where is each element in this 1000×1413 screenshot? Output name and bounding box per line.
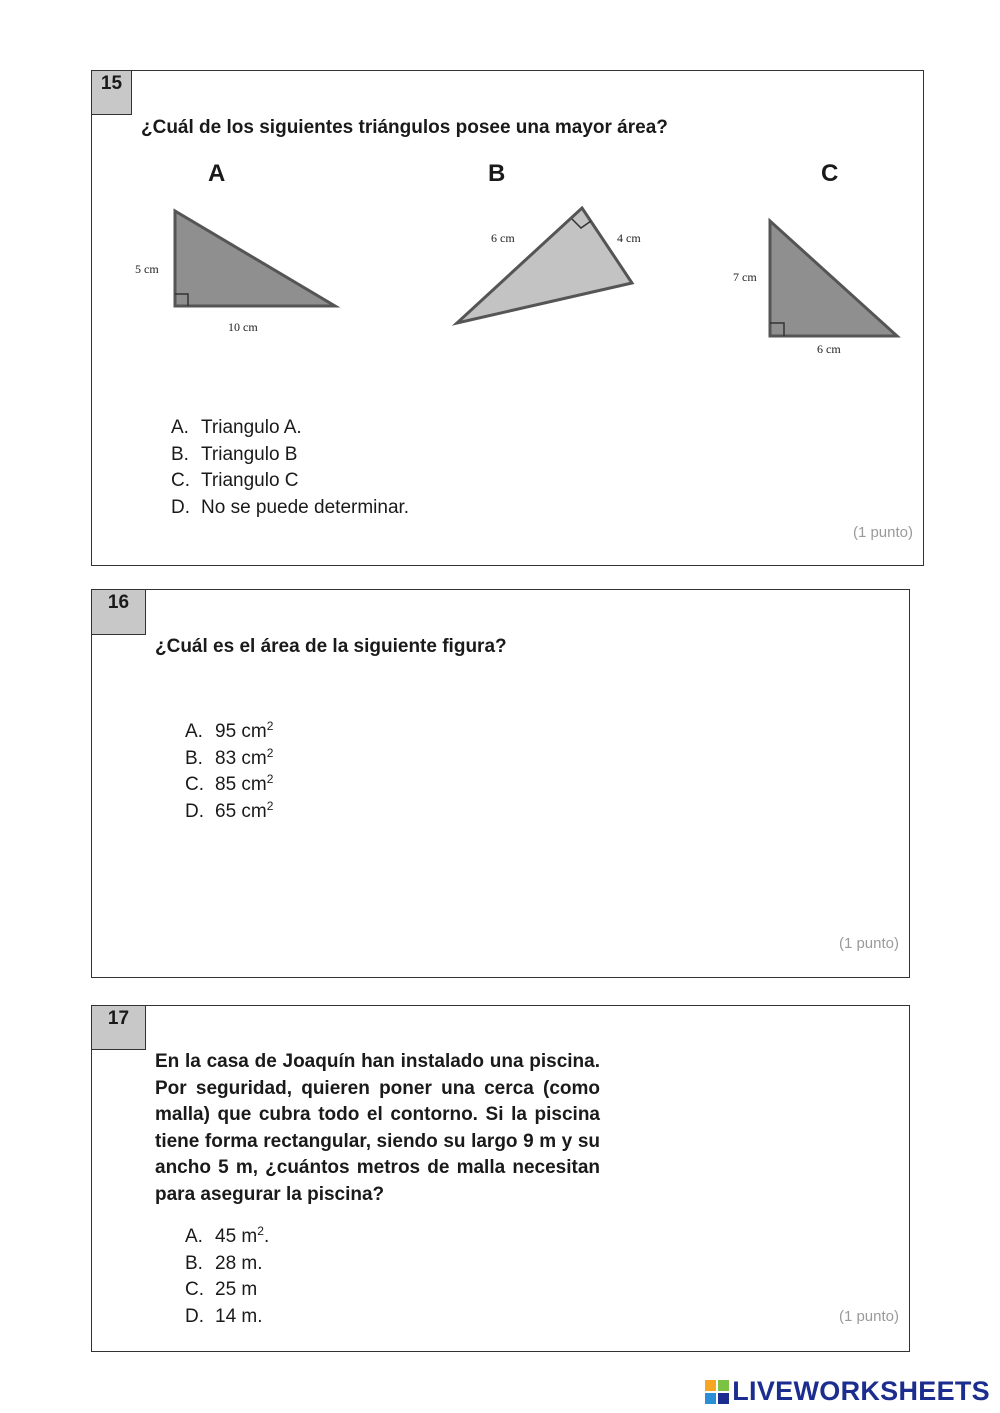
question-text: ¿Cuál es el área de la siguiente figura?: [155, 636, 507, 657]
triangle-c: [770, 221, 897, 336]
option-d[interactable]: D. 65 $cm^2$: [185, 798, 274, 822]
option-d[interactable]: D. 14 m.: [185, 1305, 263, 1327]
question-16-card: [91, 589, 910, 978]
logo-text: LIVEWORKSHEETS: [732, 1376, 990, 1406]
triangle-b-figure: [450, 199, 660, 329]
triangle-a: [175, 211, 335, 306]
question-15-card: [91, 70, 924, 566]
logo-grid-icon: [704, 1379, 730, 1405]
figure-label-b: B: [488, 160, 506, 187]
option-b[interactable]: B. 28 m.: [185, 1252, 263, 1274]
option-b[interactable]: B. 83 $cm^2$: [185, 745, 274, 769]
figure-label-c: C: [821, 160, 839, 187]
figure-label-a: A: [208, 160, 226, 187]
measure-label: 4 cm: [617, 231, 641, 245]
option-c[interactable]: C. Triangulo C: [171, 470, 299, 491]
points-label: (1 punto): [838, 935, 899, 952]
question-number: 17: [91, 1005, 146, 1050]
measure-label: 5 cm: [135, 262, 159, 276]
measure-label: 6 cm: [491, 231, 515, 245]
question-text: En la casa de Joaquín han instalado una piscina. Por seguridad, quieren poner una cerca (como malla) que cubra todo el contorno. Si la piscina tiene forma rectangular, siendo su largo 9 m y su ancho 5 m, ¿cuántos metros de malla necesitan para asegurar la piscina?: [155, 1051, 600, 1205]
question-text: ¿Cuál de los siguientes triángulos posee una mayor área?: [141, 117, 668, 138]
triangle-a-figure: [130, 203, 350, 338]
option-b[interactable]: B. Triangulo B: [171, 443, 298, 465]
triangle-b: [457, 208, 632, 323]
measure-label: 10 cm: [228, 320, 258, 334]
question-17-card: [91, 1005, 910, 1352]
option-a[interactable]: A. Triangulo A.: [171, 417, 302, 438]
liveworksheets-logo[interactable]: [704, 1376, 990, 1407]
option-a[interactable]: A. 45 $m^2$.: [185, 1224, 270, 1247]
options-list: [171, 415, 409, 521]
option-c[interactable]: C. 25 m: [185, 1279, 258, 1300]
option-c[interactable]: C. 85 $cm^2$: [185, 772, 274, 795]
points-label: (1 punto): [852, 524, 913, 541]
options-list: [185, 1224, 269, 1330]
option-a[interactable]: A. 95 $cm^2$: [185, 719, 274, 742]
measure-label: 6 cm: [817, 342, 841, 356]
options-list: [185, 719, 273, 825]
option-d[interactable]: D. No se puede determinar.: [171, 496, 410, 518]
points-label: (1 punto): [838, 1308, 899, 1325]
question-number: 16: [91, 589, 146, 635]
triangle-c-figure: [722, 213, 912, 363]
measure-label: 7 cm: [733, 270, 757, 284]
question-number: 15: [91, 70, 132, 115]
